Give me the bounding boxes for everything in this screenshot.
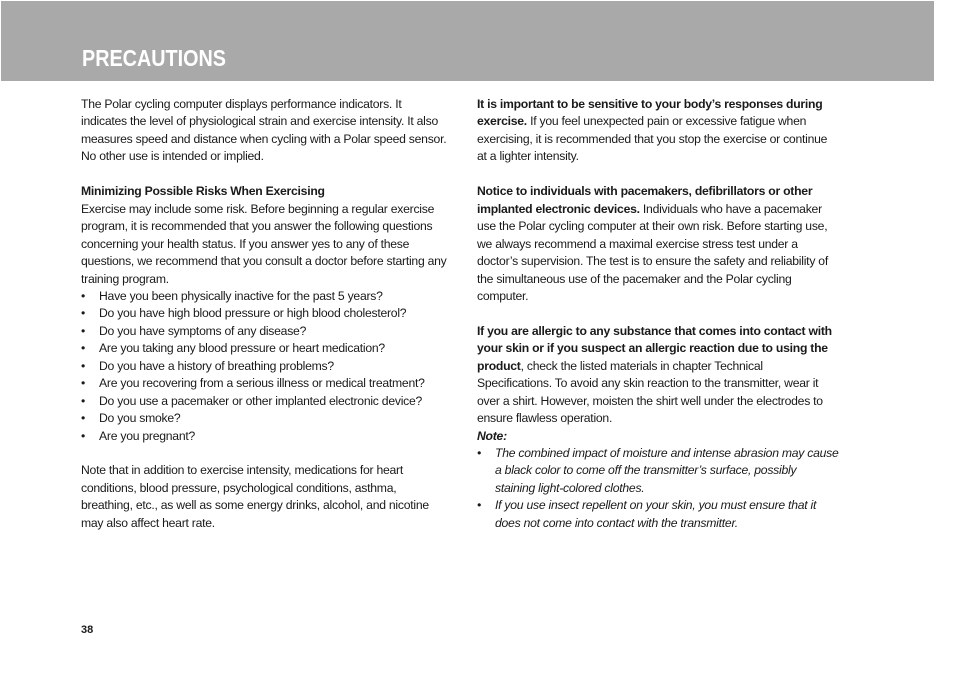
right-column xyxy=(477,96,839,532)
allergy-paragraph: If you are allergic to any substance that comes into contact with your skin or if you suspect an allergic reaction due to using the product, check the listed materials in chapter Technical Specifications. To avoid any skin reaction to the transmitter, wear it over a shirt. However, moisten the shirt well under the electrodes to ensure flawless operation. xyxy=(477,323,832,426)
note-label: Note: xyxy=(477,428,507,443)
list-item: • Do you have symptoms of any disease? xyxy=(81,323,447,340)
risks-paragraph: Exercise may include some risk. Before beginning a regular exercise program, it is recommended that you answer the following questions concerning your health status. If you answer yes to any of these questions, we recommend that you consult a doctor before starting any training program. xyxy=(81,201,447,286)
list-item: • Do you smoke? xyxy=(81,410,447,427)
notes-list xyxy=(477,445,839,532)
list-item: • Do you have high blood pressure or high blood cholesterol? xyxy=(81,305,447,322)
page-number: 38 xyxy=(81,624,94,636)
medication-note-paragraph: Note that in addition to exercise intensity, medications for heart conditions, blood pressure, psychological conditions, asthma, breathing, etc., as well as some energy drinks, alcohol, and nicotine may also affect heart rate. xyxy=(81,463,429,530)
list-item: • If you use insect repellent on your skin, you must ensure that it does not come into contact with the transmitter. xyxy=(477,497,839,532)
list-item: • Have you been physically inactive for the past 5 years? xyxy=(81,288,447,305)
health-questions-list xyxy=(81,288,447,445)
list-item: • Are you recovering from a serious illness or medical treatment? xyxy=(81,375,447,392)
list-item: • Are you taking any blood pressure or heart medication? xyxy=(81,340,447,357)
list-item: • Are you pregnant? xyxy=(81,428,447,445)
risks-heading: Minimizing Possible Risks When Exercising xyxy=(81,184,325,199)
page-title: PRECAUTIONS xyxy=(82,45,226,71)
header-bar xyxy=(1,1,934,81)
left-column xyxy=(81,96,447,532)
list-item: • Do you use a pacemaker or other implanted electronic device? xyxy=(81,393,447,410)
list-item: • Do you have a history of breathing problems? xyxy=(81,358,447,375)
list-item: • The combined impact of moisture and intense abrasion may cause a black color to come off the transmitter’s surface, possibly staining light-colored clothes. xyxy=(477,445,839,497)
pacemaker-paragraph: Notice to individuals with pacemakers, defibrillators or other implanted electronic devices. Individuals who have a pacemaker use the Polar cycling computer at their own risk. Before starting use, we always recommend a maximal exercise stress test under a doctor’s supervision. The test is to ensure the safety and reliability of the simultaneous use of the pacemaker and the Polar cycling computer. xyxy=(477,184,828,303)
sensitivity-paragraph: It is important to be sensitive to your body’s responses during exercise. If you feel unexpected pain or excessive fatigue when exercising, it is recommended that you stop the exercise or continue at a lighter intensity. xyxy=(477,97,828,164)
intro-paragraph: The Polar cycling computer displays performance indicators. It indicates the level of physiological strain and exercise intensity. It also measures speed and distance when cycling with a Polar speed sensor. No other use is intended or implied. xyxy=(81,97,447,164)
